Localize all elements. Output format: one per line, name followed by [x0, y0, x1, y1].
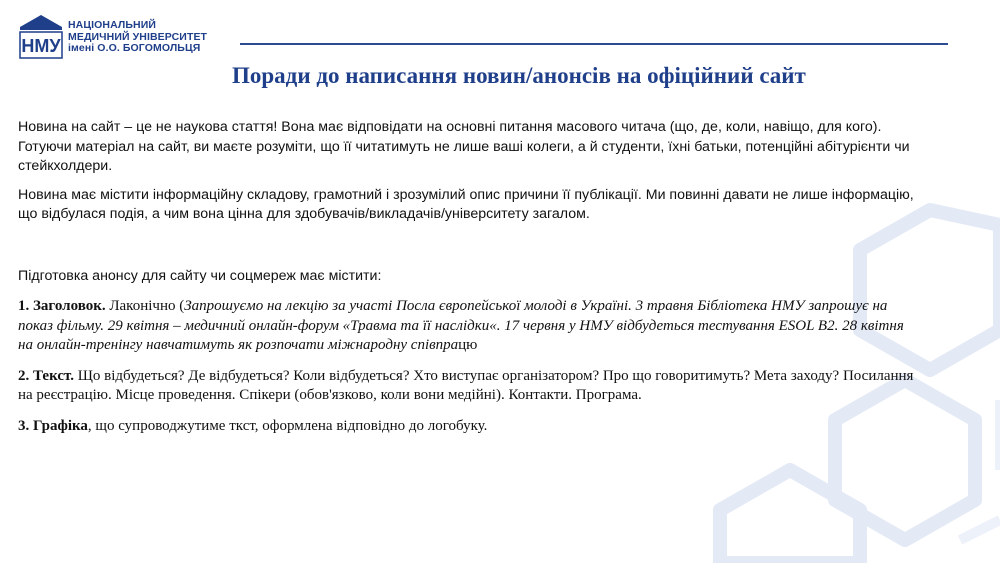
page-title: Поради до написання новин/анонсів на офіційний сайт [232, 63, 806, 88]
list-item-text: Що відбудеться? Де відбудеться? Коли відбудеться? Хто виступає організатором? Про що говоритимуть? Мета заходу? Посилання на реєстрацію. Місце проведення. Спікери (обов'язково, коли вони медійні). Контакти. Програма. [18, 367, 914, 403]
list-item-text: Лаконічно ( [105, 298, 185, 314]
logo-initials: НМУ [21, 36, 61, 56]
logo-emblem-icon [18, 14, 64, 60]
logo-line-3: імені О.О. БОГОМОЛЬЦЯ [68, 42, 201, 54]
list-item-title: 2. Текст. [18, 367, 75, 384]
list-item-headline [18, 297, 918, 356]
list-item-text-section [18, 367, 918, 406]
announcement-intro: Підготовка анонсу для сайту чи соцмереж має містити: [18, 267, 382, 284]
paragraph-news-definition: Новина на сайт – це не наукова стаття! Вона має відповідати на основні питання масового читача (що, де, коли, навіщо, для кого). Готуючи матеріал на сайт, ви маєте розуміти, що її читатимуть не лише ваші колеги, а й студенти, їхні батьки, потенційні абітурієнти чи стейкхолдери. [18, 119, 910, 174]
list-item-graphics [18, 417, 918, 437]
list-item-tail: цю [458, 337, 478, 353]
logo-line-1: НАЦІОНАЛЬНИЙ [68, 19, 157, 31]
list-item-text: , що супроводжутиме ткст, оформлена відповідно до логобуку. [87, 417, 488, 434]
university-logo[interactable] [18, 14, 228, 64]
paragraph-news-content: Новина має містити інформаційну складову, грамотний і зрозумілий опис причини її публікації. Ми повинні давати не лише інформацію, що відбулася подія, а чим вона цінна для здобувачів/викладачів/університету загалом. [18, 186, 914, 222]
logo-line-2: МЕДИЧНИЙ УНІВЕРСИТЕТ [68, 30, 208, 43]
header-divider [240, 43, 948, 45]
list-item-examples: Запрошуємо на лекцію за участі Посла європейської молоді в Україні. 3 травня Бібліотека НМУ запрошує на показ фільму. 29 квітня – медичний онлайн-форум «Травма та її наслідки«. 17 червня у НМУ відбудеться тестування ESOL B2. 28 квітня на онлайн-тренінгу навчатимуть як розпочати міжнародну співпра [18, 298, 904, 353]
list-item-title: 3. Графіка [18, 417, 88, 434]
slide-content [18, 118, 918, 447]
logo-text [68, 20, 233, 55]
list-item-title: 1. Заголовок. [18, 298, 106, 314]
